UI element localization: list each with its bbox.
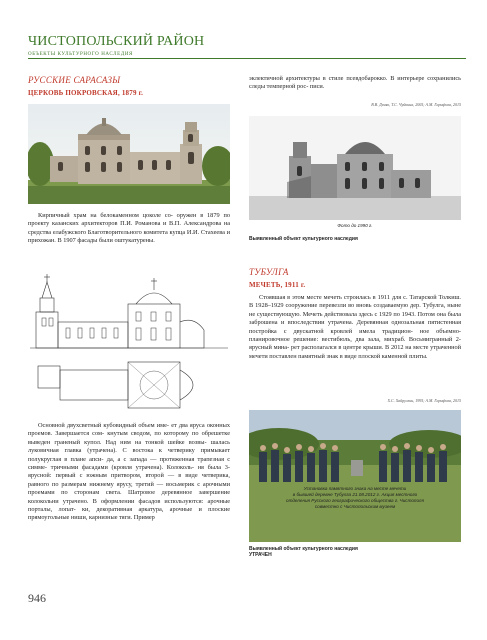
memorial-photo-caption: Установка памятного знака на месте мечети в бывшей деревне Тубулга 21.08.2012 г. Акция местного отделения Русского географического общества г. Чистополя совместно с Чистопольским музеем	[286, 486, 424, 509]
object-title-church: ЦЕРКОВЬ ПОКРОВСКАЯ, 1879 г.	[28, 89, 144, 97]
source-credit-mosque: Х.С. Хайруллин, 1995; А.М. Гарифова, 2015	[387, 398, 461, 403]
memorial-ceremony-photo	[249, 410, 461, 542]
heritage-status-church: Выявленный объект культурного наследия	[249, 236, 358, 242]
church-paragraph-1: Кирпичный храм на белокаменном цоколе со- оружен в 1879 по проекту казанских архитекторов П.И. Романова и В.П. Александрова на средства елабужского Благотворительного комитета купца И.И. Стахеева и прихожан. В 1907 фасады были оштукатурены.	[28, 212, 231, 245]
church-color-photo	[28, 104, 230, 204]
mosque-paragraph: Стоявшая в этом месте мечеть строилась в 1911 для с. Татарской Толкиш. В 1928–1929 сооружение перевезли во вновь создаваемую дер. Тубулга, ныне не существующую. Мечеть действовала здесь с 1929 по 1943. Потом она была заброшена и впоследствии утрачена. Деревянная однозальная пятистенная постройка с двускатной кровлей имела традицион- ное объемно-планировочное решение: вестибюль, два зала, михраб. Восьмигранный 2-ярусный мина- рет располагался в центре крыши. В 2012 на месте утраченной мечети поставлен памятный знак в виде плоской каменной плиты.	[249, 294, 462, 360]
page-number: 946	[28, 591, 46, 605]
church-paragraph-continued: эклектичной архитектуры в стиле псевдобарокко. В интерьере сохранились следы темперной рос- писи.	[249, 75, 461, 91]
section-title-russkie-sarasazy: РУССКИЕ САРАСАЗЫ	[28, 75, 121, 85]
heritage-status-mosque: Выявленный объект культурного наследия УТРАЧЕН	[249, 546, 358, 558]
section-title-tubulga: ТУБУЛГА	[249, 267, 289, 277]
church-paragraph-2: Основной двухсветный кубовидный объем име- ет два яруса оконных проемов. Завершается сом- кнутым сводом, по которому по обрешетке выведен граненый купол. Над ним на тонкой шейке возвы- шалась луковичная главка (утрачена). С востока к четверику примыкает полукруглая в плане апси- да, а с запада — протяженная трапезная с симме- тричными фасадами (кровля утрачена). Колоколь- ня была 3-ярусной: первый с южным притвором, второй — в виде четверика, равного по размерам нижнему ярусу, третий — восьмерик с арочными проемами по сторонам света. Шатровое деревянное завершение колокольни утрачено. В оформлении фасадов используются: арочные порталы, лопат- ки, декоративная аркатура, арочные и плоские прямоугольные ниши, карнизные тяги. Пример	[28, 422, 231, 522]
source-credit-church: В.В. Деняк, Т.С. Чуйкина, 2005; А.М. Гарифова, 2015	[371, 102, 461, 107]
church-archival-photo	[249, 116, 461, 220]
header-rule	[28, 58, 466, 59]
page-header-subtitle: ОБЪЕКТЫ КУЛЬТУРНОГО НАСЛЕДИЯ	[28, 52, 133, 57]
church-architectural-drawings	[28, 270, 230, 418]
object-title-mosque: МЕЧЕТЬ, 1911 г.	[249, 281, 306, 289]
page-header-title: ЧИСТОПОЛЬСКИЙ РАЙОН	[28, 34, 205, 49]
archival-photo-caption: Фото до 1990 г.	[337, 223, 373, 228]
